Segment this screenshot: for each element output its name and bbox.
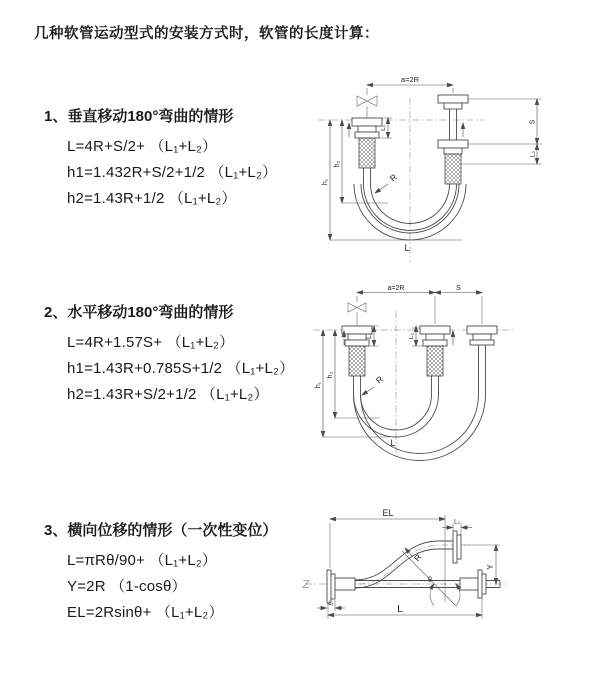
dim-label-h2: h₂ xyxy=(334,160,341,168)
dim-label-s: S xyxy=(456,285,461,292)
dim-label-a2r: a=2R xyxy=(387,285,405,292)
section-2 xyxy=(44,303,294,411)
dimension-lines xyxy=(317,519,500,619)
dim-label-h1: h₁ xyxy=(315,381,322,389)
dim-label-el: EL xyxy=(382,508,394,518)
radius-label: R xyxy=(373,373,385,386)
diagram-lateral-displacement xyxy=(300,505,600,650)
dim-label-s: S xyxy=(529,119,537,125)
formula-el: EL=2Rsinθ+ （L₁+L₂） xyxy=(67,604,224,621)
construction-lines xyxy=(402,515,460,606)
section-1-heading: 1、垂直移动180°弯曲的情形 xyxy=(44,108,234,125)
length-label: L xyxy=(404,243,410,253)
dimension-lines xyxy=(323,293,482,438)
dim-label-l: L xyxy=(397,604,403,615)
length-label: L xyxy=(390,438,396,448)
dim-label-a2r: a=2R xyxy=(400,75,420,84)
radius-label: R xyxy=(387,171,399,184)
formula-length: L=4R+S/2+ （L₁+L₂） xyxy=(67,138,218,155)
diagram-horizontal-180-bend xyxy=(308,283,598,463)
dim-label-l2: L₂ xyxy=(408,332,415,340)
formula-h2: h2=1.43R+S/2+1/2 （L₁+L₂） xyxy=(67,386,269,403)
formula-length: L=πRθ/90+ （L₁+L₂） xyxy=(67,552,218,569)
page-title: 几种软管运动型式的安装方式时，软管的长度计算： xyxy=(34,26,379,42)
radius-label: R xyxy=(411,552,424,564)
diagram-vertical-180-bend xyxy=(312,72,592,267)
section-1 xyxy=(44,107,277,215)
angle-label: θ xyxy=(428,577,432,584)
formula-y: Y=2R （1-cosθ） xyxy=(67,578,187,595)
dim-label-l1: L₁ xyxy=(366,333,373,339)
formula-h1: h1=1.432R+S/2+1/2 （L₁+L₂） xyxy=(67,164,278,181)
valve-icon xyxy=(357,96,377,118)
formula-h2: h2=1.43R+1/2 （L₁+L₂） xyxy=(67,190,237,207)
dim-label-l2: L₂ xyxy=(529,150,537,158)
section-2-heading: 2、水平移动180°弯曲的情形 xyxy=(44,304,234,321)
formula-length: L=4R+1.57S+ （L₁+L₂） xyxy=(67,334,235,351)
dim-label-l1: L₁ xyxy=(328,601,334,607)
section-3 xyxy=(44,521,277,629)
dim-label-l1: L₁ xyxy=(380,125,387,131)
dim-label-h1: h₁ xyxy=(322,178,329,186)
dim-label-h2: h₂ xyxy=(327,371,334,379)
formula-h1: h1=1.43R+0.785S+1/2 （L₁+L₂） xyxy=(67,360,295,377)
hose-assembly xyxy=(327,531,500,603)
dim-label-y: Y xyxy=(486,564,495,570)
section-3-heading: 3、横向位移的情形（一次性变位） xyxy=(44,522,278,539)
dim-label-l2: L₂ xyxy=(454,519,460,526)
dimension-labels xyxy=(328,508,495,615)
valve-icon xyxy=(348,303,366,326)
